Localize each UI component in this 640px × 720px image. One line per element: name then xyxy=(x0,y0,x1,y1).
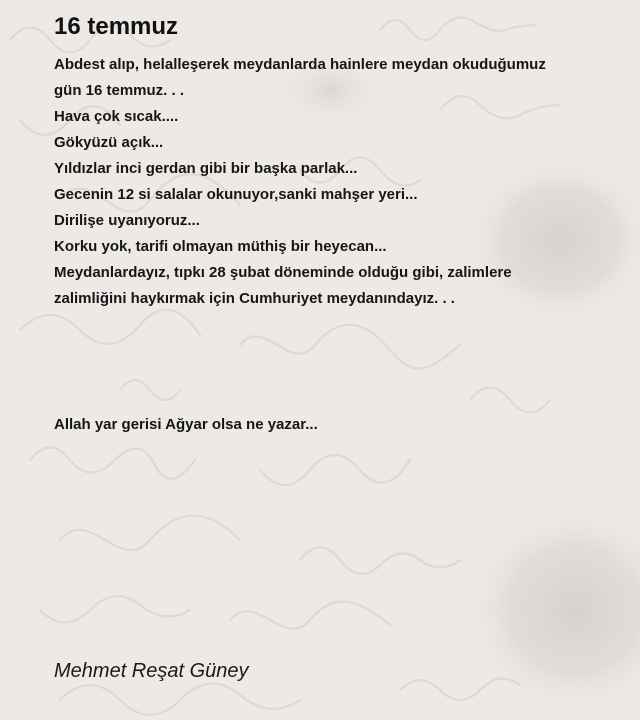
poem-line: Dirilişe uyanıyoruz... xyxy=(54,212,200,229)
poem-line: Abdest alıp, helalleşerek meydanlarda hainlere meydan okuduğumuz xyxy=(54,56,546,73)
stanza-gap xyxy=(54,312,624,412)
poem-line: gün 16 temmuz. . . xyxy=(54,82,185,99)
poem-line: zalimliğini haykırmak için Cumhuriyet meydanındayız. . . xyxy=(54,290,455,307)
poem-body xyxy=(54,52,624,438)
poem-closing-line: Allah yar gerisi Ağyar olsa ne yazar... xyxy=(54,416,318,433)
ink-stain-bottom xyxy=(465,505,640,715)
poem-author: Mehmet Reşat Güney xyxy=(54,660,249,682)
poem-title: 16 temmuz xyxy=(54,13,179,40)
poem-line: Hava çok sıcak.... xyxy=(54,108,179,125)
poem-line: Gecenin 12 si salalar okunuyor,sanki mahşer yeri... xyxy=(54,186,418,203)
poem-line: Gökyüzü açık... xyxy=(54,134,164,151)
poem-line: Korku yok, tarifi olmayan müthiş bir heyecan... xyxy=(54,238,387,255)
poem-line: Yıldızlar inci gerdan gibi bir başka parlak... xyxy=(54,160,358,177)
poem-line: Meydanlardayız, tıpkı 28 şubat döneminde olduğu gibi, zalimlere xyxy=(54,264,512,281)
